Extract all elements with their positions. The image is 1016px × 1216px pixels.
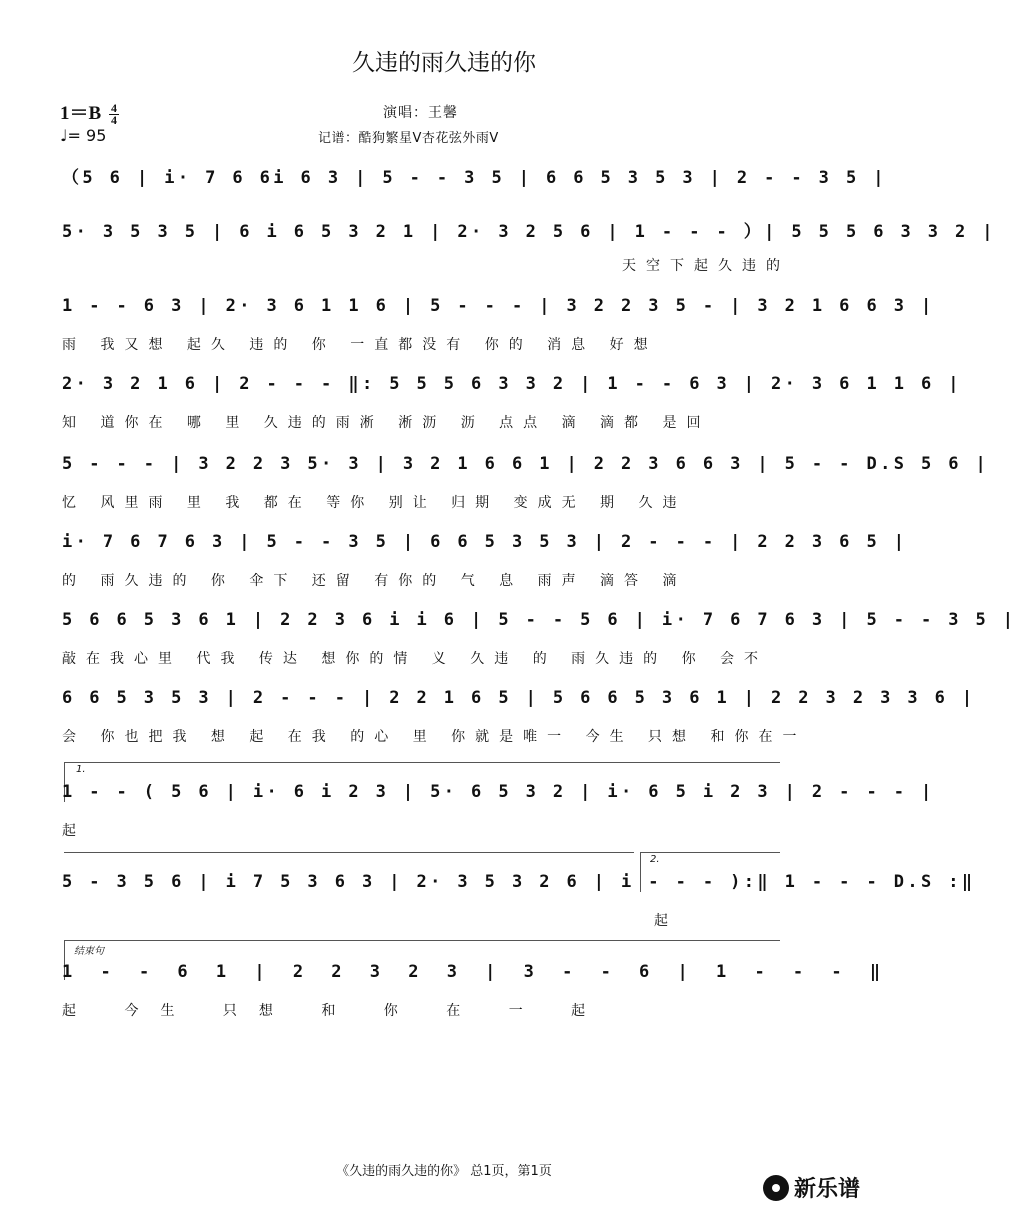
notation-line: 1 - - ( 5 6 | i· 6 i 2 3 | 5· 6 5 3 2 | i· 6 5 i 2 3 | 2 - - - |	[62, 782, 935, 802]
page-footer: 《久违的雨久违的你》 总1页，第1页	[336, 1164, 552, 1179]
lyrics-line: 会 你也把我 想 起 在我 的心 里 你就是唯一 今生 只想 和你在一	[62, 729, 807, 745]
notation-line: 5· 3 5 3 5 | 6 i 6 5 3 2 1 | 2· 3 2 5 6 | 1 - - - ）| 5 5 5 6 3 3 2 |	[62, 222, 996, 242]
brand-logo	[763, 1172, 860, 1203]
ending-1-label: 1.	[76, 764, 86, 775]
lyrics-line: 的 雨久违的 你 伞下 还留 有你的 气 息 雨声 滴答 滴	[62, 573, 687, 589]
time-numerator: 4	[110, 101, 117, 116]
notation-line: 6 6 5 3 5 3 | 2 - - - | 2 2 1 6 5 | 5 6 6 5 3 6 1 | 2 2 3 2 3 3 6 |	[62, 688, 976, 708]
time-denominator: 4	[110, 113, 117, 128]
ending-bracket-2	[640, 852, 780, 853]
tempo-marking: ♩= 95	[60, 126, 107, 145]
record-disc-icon	[763, 1175, 789, 1201]
lyrics-line: 忆 风里雨 里 我 都在 等你 别让 归期 变成无 期 久违	[62, 495, 687, 511]
lyrics-line: 雨 我又想 起久 违的 你 一直都没有 你的 消息 好想	[62, 337, 658, 353]
coda-label: 结束句	[74, 946, 104, 957]
ending-bracket-1	[64, 762, 780, 763]
notation-line: 1 - - 6 1 | 2 2 3 2 3 | 3 - - 6 | 1 - - - ‖	[62, 962, 890, 982]
notation-line: 1 - - 6 3 | 2· 3 6 1 1 6 | 5 - - - | 3 2 2 3 5 - | 3 2 1 6 6 3 |	[62, 296, 935, 316]
notation-line: 5 - - - | 3 2 2 3 5· 3 | 3 2 1 6 6 1 | 2 2 3 6 6 3 | 5 - - D.S 5 6 |	[62, 454, 990, 474]
coda-bracket	[64, 940, 780, 941]
lyrics-line: 天空下起久违的	[622, 258, 790, 274]
time-signature	[109, 103, 119, 126]
brand-name: 新乐谱	[794, 1177, 861, 1202]
notation-line: 5 - 3 5 6 | i 7 5 3 6 3 | 2· 3 5 3 2 6 | i - - - ):‖ 1 - - - D.S :‖	[62, 872, 976, 892]
lyrics-line: 起 今生 只想 和 你 在 一 起	[62, 1003, 608, 1019]
notation-line: （5 6 | i· 7 6 6i 6 3 | 5 - - 3 5 | 6 6 5 3 5 3 | 2 - - 3 5 |	[62, 168, 887, 188]
song-title: 久违的雨久违的你	[352, 50, 536, 76]
notation-line: 2· 3 2 1 6 | 2 - - - ‖: 5 5 5 6 3 3 2 | 1 - - 6 3 | 2· 3 6 1 1 6 |	[62, 374, 962, 394]
lyrics-line: 敲在我心里 代我 传达 想你的情 义 久违 的 雨久违的 你 会不	[62, 651, 769, 667]
lyrics-line: 起	[62, 823, 86, 839]
ending-2-label: 2.	[650, 854, 660, 865]
notation-line: 5 6 6 5 3 6 1 | 2 2 3 6 i i 6 | 5 - - 5 6 | i· 7 6 7 6 3 | 5 - - 3 5 |	[62, 610, 1016, 630]
key-signature	[60, 98, 119, 126]
singer-credit: 演唱：王馨	[383, 105, 458, 121]
ending-bracket-continue	[64, 852, 634, 853]
lyrics-line: 起	[654, 913, 678, 929]
lyrics-line: 知 道你在 哪 里 久违的雨淅 淅沥 沥 点点 滴 滴都 是回	[62, 415, 711, 431]
notation-line: i· 7 6 7 6 3 | 5 - - 3 5 | 6 6 5 3 5 3 | 2 - - - | 2 2 3 6 5 |	[62, 532, 908, 552]
key-label: 1＝B	[60, 103, 102, 124]
transcriber-credit: 记谱：酷狗繁星V杏花弦外雨V	[318, 131, 499, 146]
